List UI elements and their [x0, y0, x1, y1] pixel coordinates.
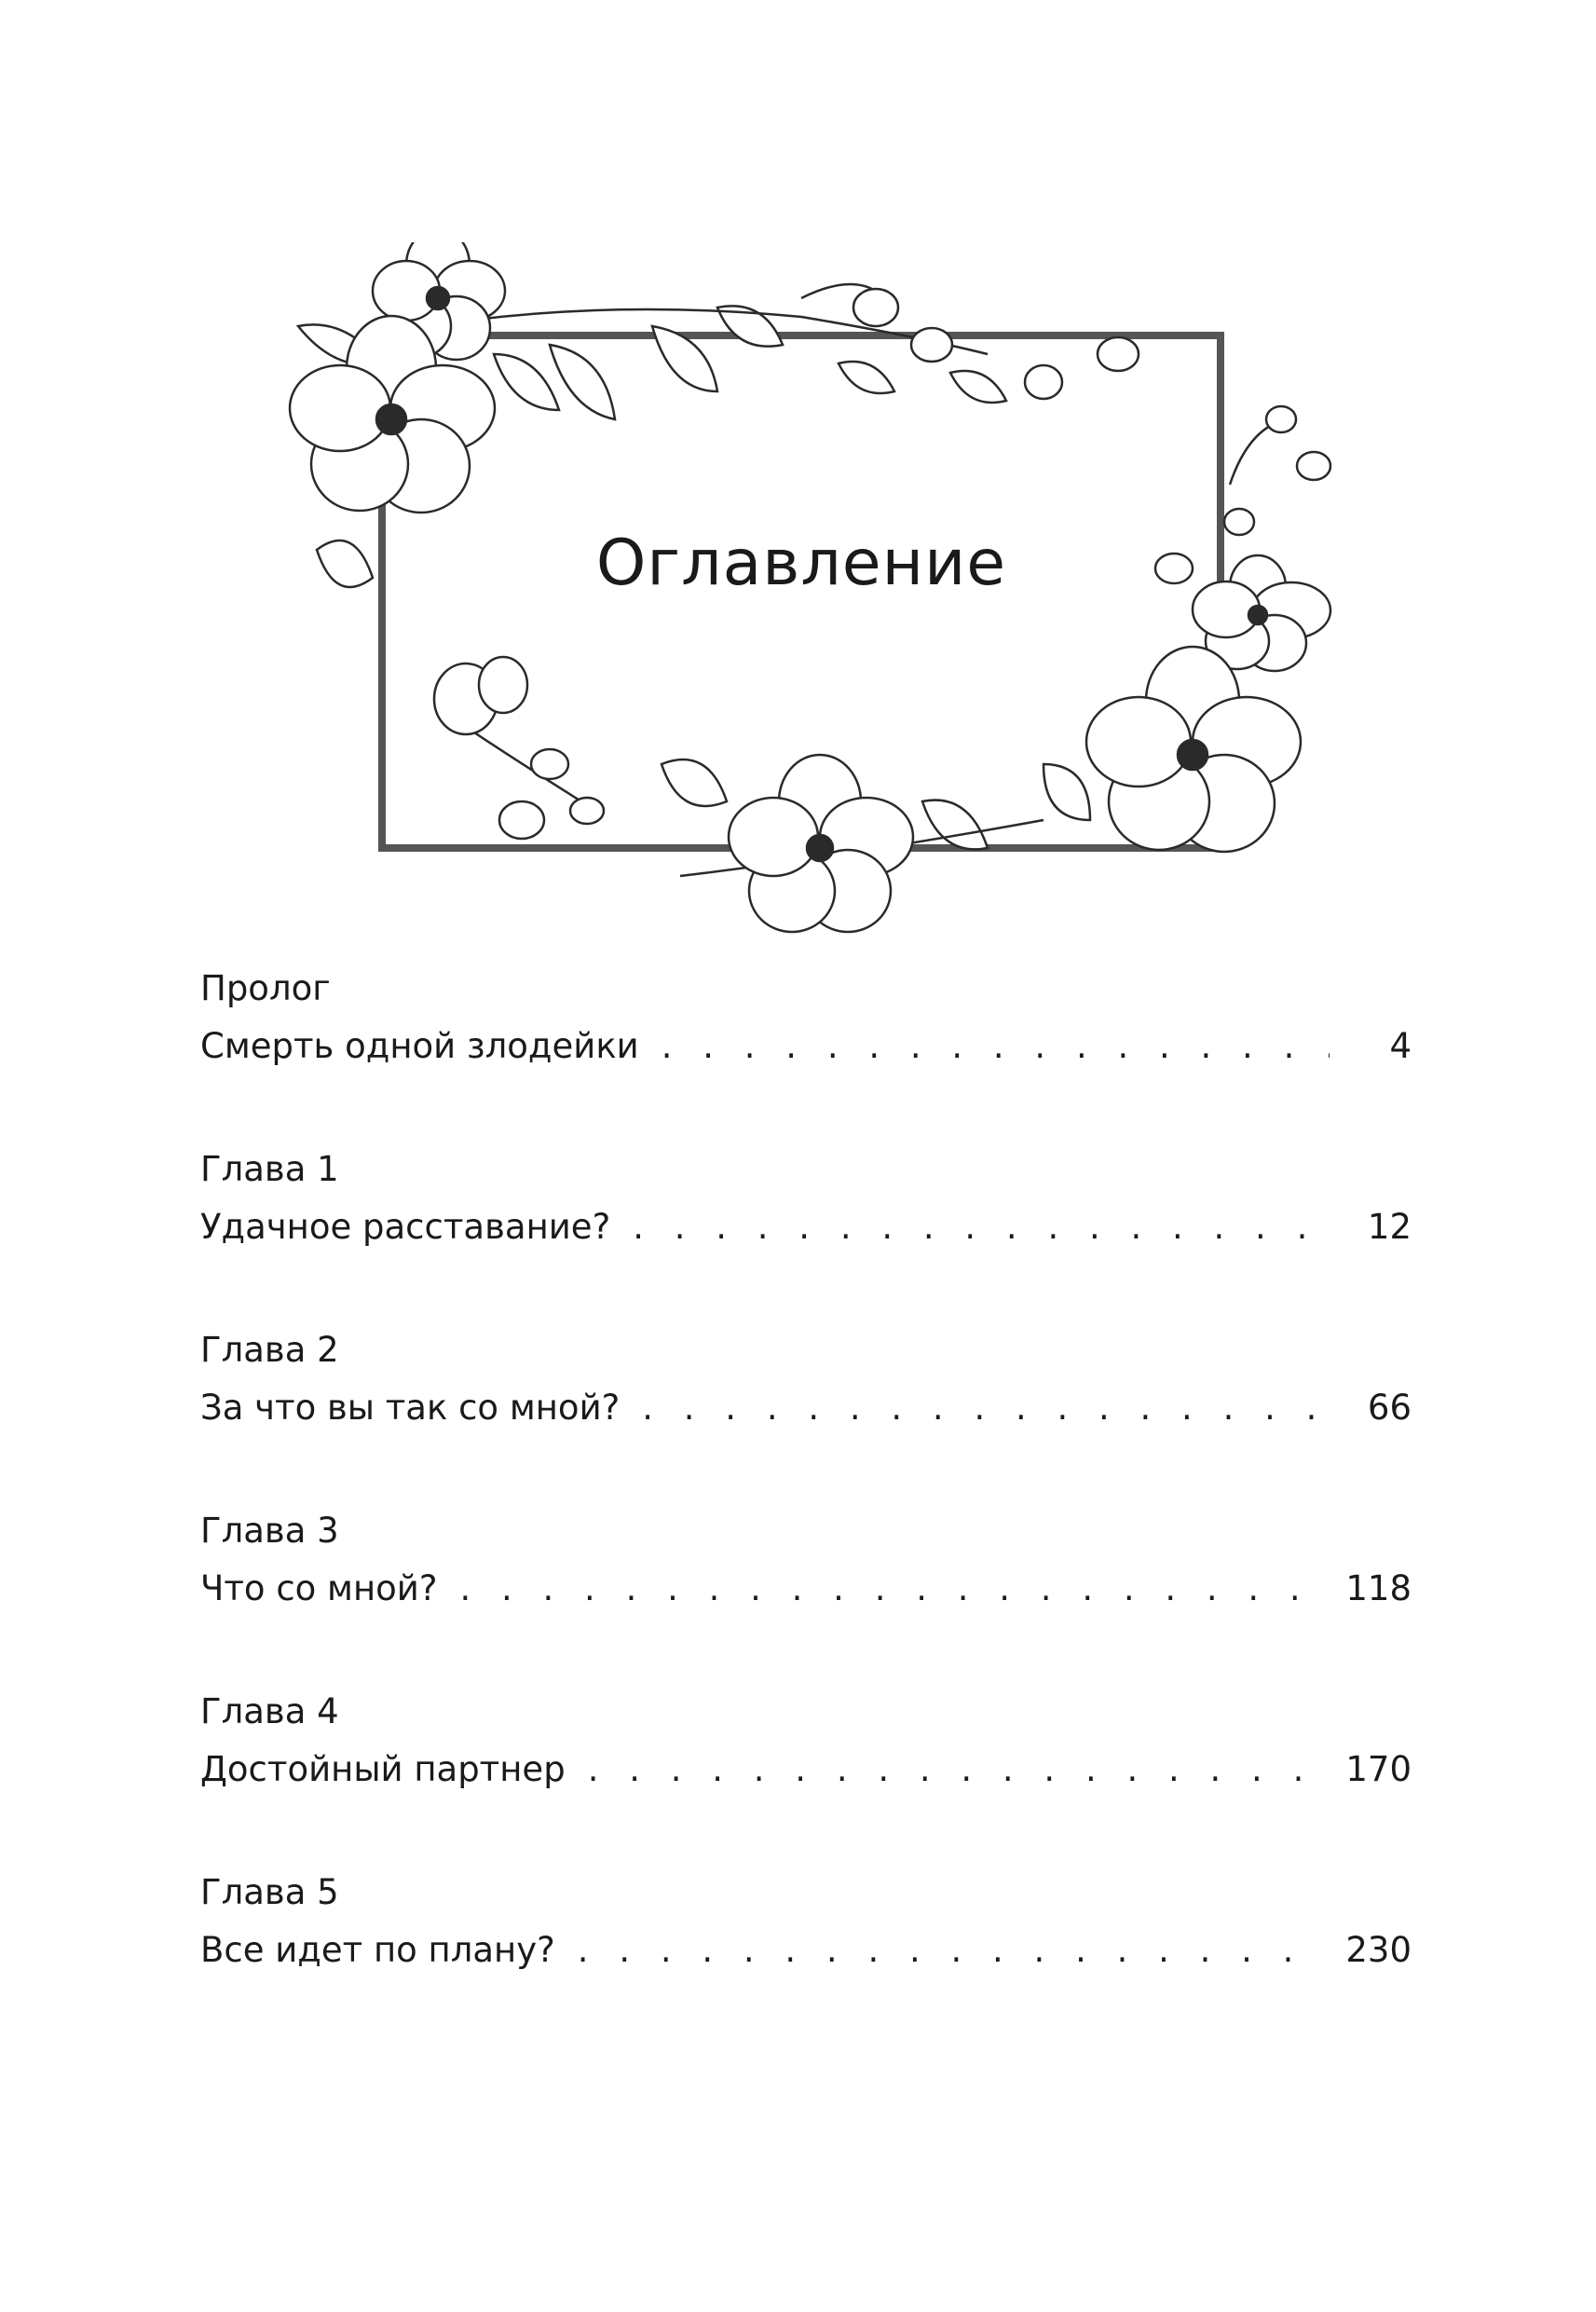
toc-leader-dots — [588, 1741, 1320, 1799]
toc-leader-dots — [578, 1922, 1320, 1979]
toc-entry-chapter-3[interactable] — [200, 1502, 1412, 1618]
toc-page-number: 12 — [1367, 1207, 1412, 1247]
toc-chapter-label: Глава 5 — [200, 1872, 339, 1912]
toc-leader-dots — [459, 1560, 1319, 1618]
toc-page-number: 118 — [1345, 1568, 1412, 1608]
toc-leader-dots — [642, 1379, 1330, 1437]
toc-title: Достойный партнер — [200, 1749, 566, 1789]
flower-cluster-right — [1155, 406, 1330, 671]
toc-title: Удачное расставание? — [200, 1207, 611, 1247]
flower-cluster-bottom-left — [434, 657, 604, 839]
flower-cluster-bottom-center — [662, 755, 1044, 932]
toc-chapter-label: Пролог — [200, 968, 331, 1008]
toc-leader-dots — [633, 1198, 1330, 1256]
toc-leader-dots — [662, 1018, 1330, 1075]
toc-entry-chapter-2[interactable] — [200, 1321, 1412, 1437]
toc-title: Смерть одной злодейки — [200, 1026, 639, 1066]
toc-chapter-label: Глава 4 — [200, 1691, 339, 1731]
toc-line — [200, 1922, 1412, 1979]
table-of-contents — [200, 960, 1412, 2045]
toc-line — [200, 1018, 1412, 1075]
toc-title: Все идет по плану? — [200, 1930, 555, 1970]
toc-line — [200, 1198, 1412, 1256]
page-title: Оглавление — [595, 527, 1007, 600]
toc-title: За что вы так со мной? — [200, 1388, 621, 1428]
toc-page-number: 230 — [1345, 1930, 1412, 1970]
toc-chapter-label: Глава 1 — [200, 1149, 339, 1189]
flower-cluster-bottom-right — [1044, 647, 1301, 852]
toc-line — [200, 1741, 1412, 1799]
toc-page-number: 170 — [1345, 1749, 1412, 1789]
toc-entry-prologue[interactable] — [200, 960, 1412, 1075]
toc-chapter-label: Глава 2 — [200, 1330, 339, 1370]
toc-line — [200, 1379, 1412, 1437]
toc-page-number: 66 — [1367, 1388, 1412, 1428]
toc-entry-chapter-1[interactable] — [200, 1141, 1412, 1256]
flower-cluster-top-right — [801, 284, 1139, 403]
toc-page-number: 4 — [1389, 1026, 1412, 1066]
toc-entry-chapter-4[interactable] — [200, 1683, 1412, 1799]
toc-title: Что со мной? — [200, 1568, 438, 1608]
toc-chapter-label: Глава 3 — [200, 1511, 339, 1551]
toc-line — [200, 1560, 1412, 1618]
toc-entry-chapter-5[interactable] — [200, 1864, 1412, 1979]
